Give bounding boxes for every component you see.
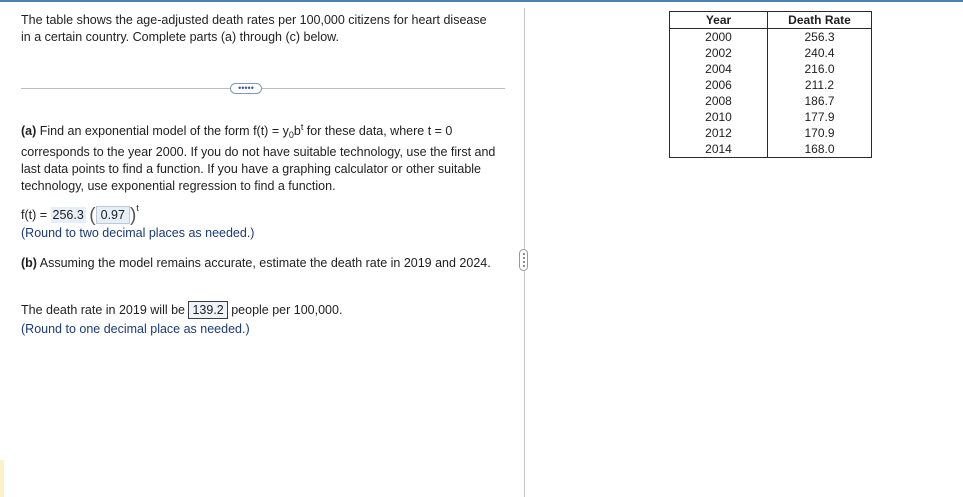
part-a-text-3: for these data, where t = 0 corresponds to the year 2000. If you do not have suitable technology, use the first and last data points to find a function. If you have a graphing calculator or other suitable technology, use exponential regression to find a function. [21, 124, 496, 193]
part-b-text: Assuming the model remains accurate, estimate the death rate in 2019 and 2024. [36, 256, 491, 270]
year-cell: 2002 [670, 45, 768, 61]
grip-dot-icon [523, 265, 525, 267]
rate-2019-answer[interactable]: 139.2 [188, 301, 227, 319]
table-row [670, 77, 872, 93]
table-row [670, 109, 872, 125]
part-b-prompt [21, 255, 496, 272]
death-rate-table [669, 11, 872, 158]
section-divider [21, 88, 505, 89]
part-a-prompt [21, 119, 501, 195]
year-cell: 2004 [670, 61, 768, 77]
base-answer[interactable]: 0.97 [96, 206, 130, 224]
rate-cell: 216.0 [768, 61, 872, 77]
open-paren: ( [89, 205, 96, 226]
rate-cell: 170.9 [768, 125, 872, 141]
part-a-text-2: b [293, 124, 301, 138]
table-row [670, 61, 872, 77]
rate-suffix: people per 100,000. [227, 303, 343, 317]
year-header: Year [670, 12, 768, 29]
model-answer-line [21, 204, 139, 226]
year-cell: 2012 [670, 125, 768, 141]
coefficient-answer[interactable]: 256.3 [52, 208, 84, 222]
death-rate-header: Death Rate [768, 12, 872, 29]
table-header-row [670, 12, 872, 29]
part-b-rounding-note: (Round to one decimal place as needed.) [21, 322, 250, 336]
table-row [670, 45, 872, 61]
rate-cell: 256.3 [768, 29, 872, 46]
grip-dot-icon [523, 261, 525, 263]
part-b-label: (b) [21, 256, 37, 270]
rate-cell: 186.7 [768, 93, 872, 109]
problem-intro: The table shows the age-adjusted death rates per 100,000 citizens for heart disease in a certain country. Complete parts (a) through (c) below. [21, 13, 487, 44]
year-cell: 2014 [670, 141, 768, 158]
part-a-label: (a) [21, 124, 37, 138]
rate-cell: 240.4 [768, 45, 872, 61]
pane-resize-handle[interactable] [519, 249, 528, 271]
rate-cell: 177.9 [768, 109, 872, 125]
year-cell: 2008 [670, 93, 768, 109]
year-cell: 2006 [670, 77, 768, 93]
year-cell: 2010 [670, 109, 768, 125]
part-a-rounding-note: (Round to two decimal places as needed.) [21, 226, 255, 240]
close-paren: ) [129, 205, 137, 226]
rate-cell: 168.0 [768, 141, 872, 158]
table-row [670, 125, 872, 141]
part-a-subscript: 0 [288, 130, 294, 140]
part-a-superscript: t [300, 122, 304, 132]
rate-cell: 211.2 [768, 77, 872, 93]
rate-prefix: The death rate in 2019 will be [21, 303, 189, 317]
year-cell: 2000 [670, 29, 768, 46]
part-a-text-1: Find an exponential model of the form f(t) = y [36, 124, 289, 138]
expand-content-button[interactable] [230, 83, 262, 94]
grip-dot-icon [523, 257, 525, 259]
death-rate-answer-line [21, 301, 342, 319]
table-row [670, 141, 872, 158]
grip-dot-icon [523, 253, 525, 255]
table-row [670, 29, 872, 46]
model-exponent: t [136, 203, 139, 213]
table-row [670, 93, 872, 109]
model-prefix: f(t) = [21, 208, 51, 222]
ellipsis-icon: ••••• [238, 83, 254, 93]
